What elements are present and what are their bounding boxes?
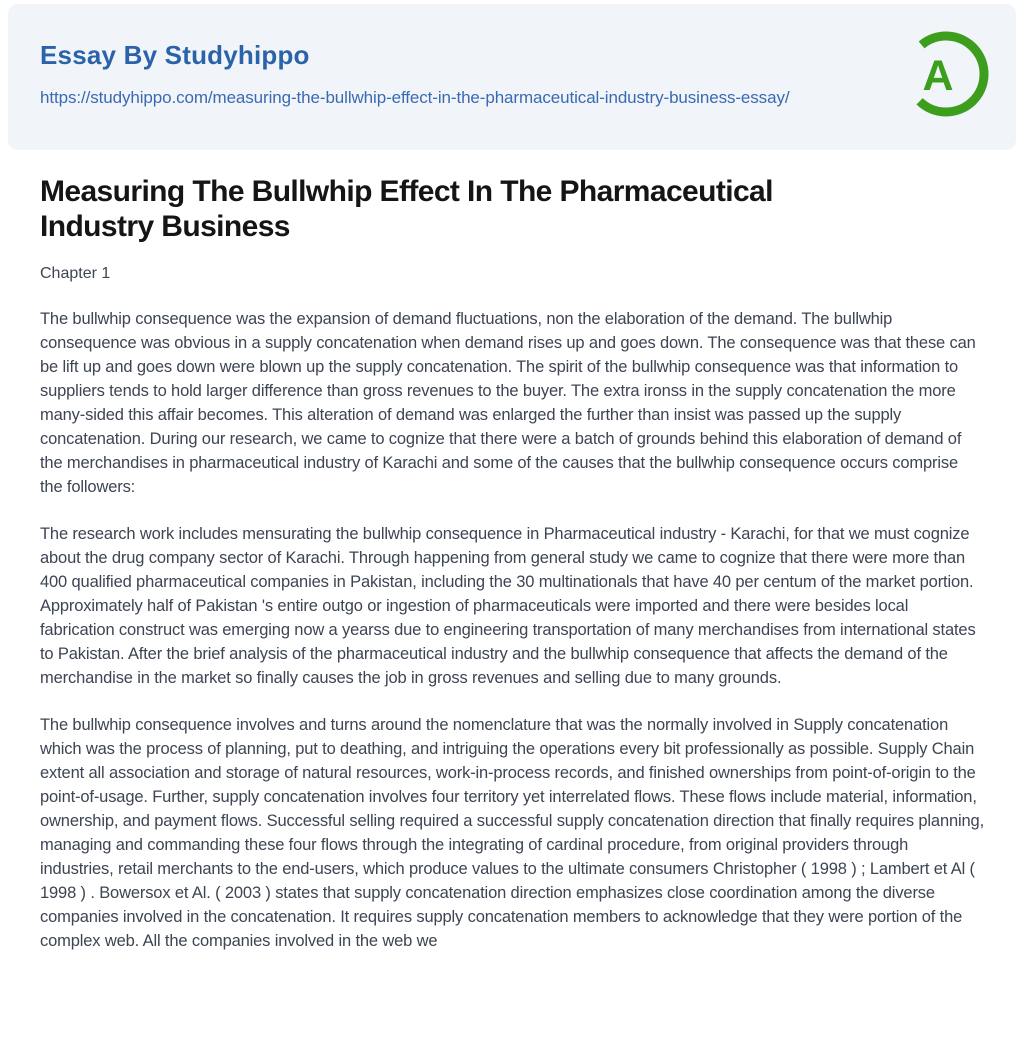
chapter-label: Chapter 1 — [40, 265, 111, 282]
header-card — [8, 4, 1016, 150]
article-body — [0, 150, 1024, 953]
essay-text — [40, 307, 984, 953]
essay-paragraph-2: The research work includes mensurating the bullwhip consequence in Pharmaceutical industry - Karachi, for that we must cognize about the drug company sector of Karachi. Through happening from general study we came to cognize that there were more than 400 qualified pharmaceutical companies in Pakistan, including the 30 multinationals that have 40 per centum of the market portion. Approximately half of Pakistan 's entire outgo or ingestion of pharmaceuticals were imported and there were besides local fabrication construct was emerging now a yearss due to engineering transportation of many merchandises from international states to Pakistan. After the brief analysis of the pharmaceutical industry and the bullwhip consequence that affects the demand of the merchandise in the market so finally causes the job in gross revenues and selling due to many grounds. — [40, 525, 976, 687]
essay-url-link[interactable]: https://studyhippo.com/measuring-the-bullwhip-effect-in-the-pharmaceutical-industry-business-essay/ — [40, 88, 790, 107]
essay-paragraph-3: The bullwhip consequence involves and turns around the nomenclature that was the normally involved in Supply concatenation which was the process of planning, put to deathing, and intriguing the operations every bit professionally as possible. Supply Chain extent all association and storage of natural resources, work-in-process records, and finished ownerships from point-of-origin to the point-of-usage. Further, supply concatenation involves four territory yet interrelated flows. These flows include material, information, ownership, and payment flows. Successful selling required a successful supply concatenation direction that finally requires planning, managing and commanding these four flows through the integrating of cardinal procedure, from original providers through industries, retail merchants to the end-users, which produce values to the ultimate consumers Christopher ( 1998 ) ; Lambert et Al ( 1998 ) . Bowersox et Al. ( 2003 ) states that supply concatenation direction emphasizes close coordination among the diverse companies involved in the concatenation. It requires supply concatenation members to acknowledge that they were portion of the complex web. All the companies involved in the web we — [40, 716, 985, 950]
header-text-block — [40, 40, 904, 112]
site-title: Essay By Studyhippo — [40, 40, 310, 70]
article-title: Measuring The Bullwhip Effect In The Pharmaceutical Industry Business — [40, 175, 773, 243]
studyhippo-logo-icon — [904, 30, 992, 118]
essay-paragraph-1: The bullwhip consequence was the expansion of demand fluctuations, non the elaboration of the demand. The bullwhip consequence was obvious in a supply concatenation when demand rises up and goes down. The consequence was that these can be lift up and goes down were blown up the supply concatenation. The spirit of the bullwhip consequence was that information to suppliers tends to hold larger difference than gross revenues to the buyer. The extra ironss in the supply concatenation the more many-sided this affair becomes. This alteration of demand was enlarged the further than insist was passed up the supply concatenation. During our research, we came to cognize that there were a batch of grounds behind this elaboration of demand of the merchandises in pharmaceutical industry of Karachi and some of the causes that the bullwhip consequence occurs comprise the followers: — [40, 310, 976, 496]
logo-letter: A — [922, 52, 954, 100]
